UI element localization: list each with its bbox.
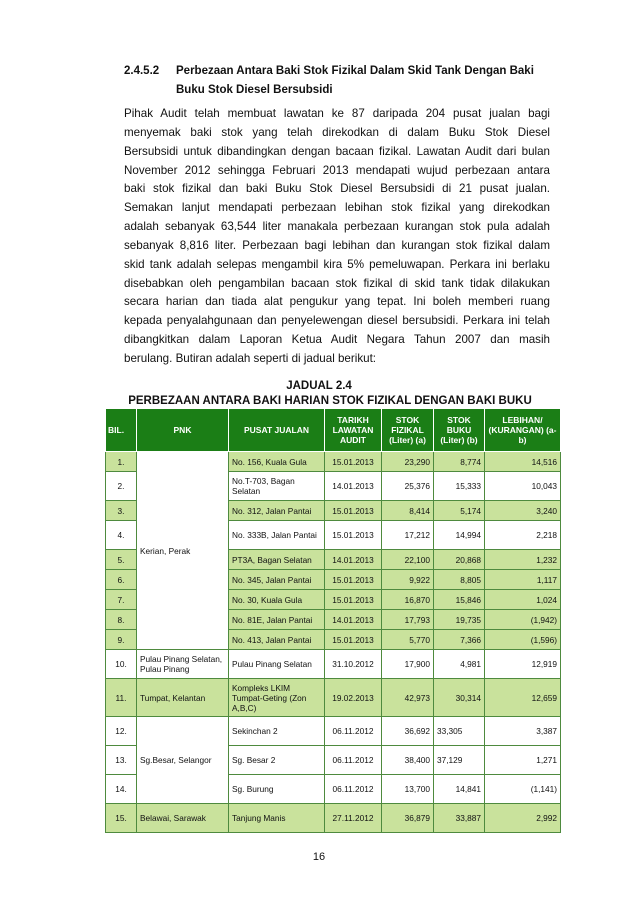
paragraph-line: Semakan lanjut mendapati perbezaan lebihan stok fizikal yang direkodkan xyxy=(124,201,550,215)
cell-stok-buku: 33,305 xyxy=(434,717,485,746)
paragraph-line: baki stok fizikal dan baki Buku Stok Diesel Bersubsidi di 21 pusat jualan. xyxy=(124,182,550,196)
cell-stok-fizikal: 9,922 xyxy=(382,570,434,590)
paragraph-line: dibangkitkan dalam Laporan Ketua Audit Negara Tahun 2007 dan masih xyxy=(124,333,550,347)
cell-tarikh: 14.01.2013 xyxy=(325,550,382,570)
cell-stok-fizikal: 8,414 xyxy=(382,501,434,521)
table-row xyxy=(106,804,561,833)
cell-lebihan: 2,992 xyxy=(485,804,561,833)
paragraph-line: disebabkan oleh pengambilan bacaan stok fizikal di skid tank tidak dilakukan xyxy=(124,276,550,290)
cell-tarikh: 19.02.2013 xyxy=(325,679,382,717)
cell-lebihan: 1,117 xyxy=(485,570,561,590)
cell-stok-buku: 15,333 xyxy=(434,472,485,501)
cell-lebihan: 3,387 xyxy=(485,717,561,746)
body-paragraph xyxy=(124,105,550,369)
cell-stok-fizikal: 13,700 xyxy=(382,775,434,804)
cell-bil: 9. xyxy=(106,630,137,650)
cell-bil: 4. xyxy=(106,521,137,550)
cell-stok-buku: 14,994 xyxy=(434,521,485,550)
cell-bil: 15. xyxy=(106,804,137,833)
cell-tarikh: 15.01.2013 xyxy=(325,590,382,610)
cell-stok-buku: 14,841 xyxy=(434,775,485,804)
cell-stok-fizikal: 16,870 xyxy=(382,590,434,610)
paragraph-line: adalah sebanyak 63,544 liter manakala perbezaan kurangan stok pula adalah xyxy=(124,220,550,234)
cell-lebihan: 10,043 xyxy=(485,472,561,501)
cell-tarikh: 06.11.2012 xyxy=(325,775,382,804)
cell-bil: 6. xyxy=(106,570,137,590)
page-number: 16 xyxy=(312,851,326,863)
cell-pusat: Sg. Besar 2 xyxy=(229,746,325,775)
cell-stok-fizikal: 42,973 xyxy=(382,679,434,717)
col-header-bil: BIL. xyxy=(106,409,137,452)
cell-lebihan: 1,232 xyxy=(485,550,561,570)
cell-pusat: No. 156, Kuala Gula xyxy=(229,452,325,472)
paragraph-line: Bersubsidi untuk dibandingkan dengan bacaan fizikal. Lawatan Audit dari bulan xyxy=(124,144,550,158)
cell-stok-buku: 4,981 xyxy=(434,650,485,679)
cell-bil: 2. xyxy=(106,472,137,501)
col-header-pusat: PUSAT JUALAN xyxy=(229,409,325,452)
cell-stok-fizikal: 36,879 xyxy=(382,804,434,833)
cell-stok-buku: 20,868 xyxy=(434,550,485,570)
col-header-tarikh: TARIKH LAWATAN AUDIT xyxy=(325,409,382,452)
paragraph-line: November 2012 sehingga Februari 2013 mendapati wujud perbezaan antara xyxy=(124,163,550,177)
cell-lebihan: 2,218 xyxy=(485,521,561,550)
cell-stok-buku: 8,774 xyxy=(434,452,485,472)
cell-lebihan: 1,024 xyxy=(485,590,561,610)
cell-stok-fizikal: 5,770 xyxy=(382,630,434,650)
cell-pusat: Pulau Pinang Selatan xyxy=(229,650,325,679)
cell-stok-fizikal: 17,900 xyxy=(382,650,434,679)
cell-pusat: No. 81E, Jalan Pantai xyxy=(229,610,325,630)
cell-lebihan: (1,942) xyxy=(485,610,561,630)
cell-lebihan: 3,240 xyxy=(485,501,561,521)
cell-pnk: Belawai, Sarawak xyxy=(137,804,229,833)
cell-stok-buku: 5,174 xyxy=(434,501,485,521)
cell-pusat: Sekinchan 2 xyxy=(229,717,325,746)
cell-pusat: No. 333B, Jalan Pantai xyxy=(229,521,325,550)
cell-bil: 5. xyxy=(106,550,137,570)
cell-stok-fizikal: 22,100 xyxy=(382,550,434,570)
cell-bil: 7. xyxy=(106,590,137,610)
cell-bil: 12. xyxy=(106,717,137,746)
table-row xyxy=(106,679,561,717)
cell-stok-fizikal: 25,376 xyxy=(382,472,434,501)
cell-tarikh: 15.01.2013 xyxy=(325,501,382,521)
cell-tarikh: 15.01.2013 xyxy=(325,630,382,650)
table-row xyxy=(106,452,561,472)
paragraph-line: Pihak Audit telah membuat lawatan ke 87 daripada 204 pusat jualan bagi xyxy=(124,107,550,120)
cell-pusat: No. 30, Kuala Gula xyxy=(229,590,325,610)
cell-tarikh: 06.11.2012 xyxy=(325,746,382,775)
paragraph-line: kepada penyalahgunaan dan penyelewengan diesel bersubsidi. Perkara ini telah xyxy=(124,314,550,328)
section-number: 2.4.5.2 xyxy=(124,65,160,77)
cell-pusat: No. 413, Jalan Pantai xyxy=(229,630,325,650)
cell-stok-fizikal: 36,692 xyxy=(382,717,434,746)
cell-tarikh: 15.01.2013 xyxy=(325,570,382,590)
cell-bil: 10. xyxy=(106,650,137,679)
cell-lebihan: 12,919 xyxy=(485,650,561,679)
cell-stok-fizikal: 38,400 xyxy=(382,746,434,775)
cell-pnk: Sg.Besar, Selangor xyxy=(137,717,229,804)
col-header-lebihan: LEBIHAN/ (KURANGAN) (a-b) xyxy=(485,409,561,452)
cell-stok-buku: 8,805 xyxy=(434,570,485,590)
cell-stok-buku: 15,846 xyxy=(434,590,485,610)
cell-bil: 1. xyxy=(106,452,137,472)
table-label: JADUAL 2.4 xyxy=(286,380,352,392)
table-row xyxy=(106,717,561,746)
cell-bil: 11. xyxy=(106,679,137,717)
cell-stok-buku: 19,735 xyxy=(434,610,485,630)
cell-tarikh: 14.01.2013 xyxy=(325,472,382,501)
cell-stok-fizikal: 17,212 xyxy=(382,521,434,550)
cell-tarikh: 15.01.2013 xyxy=(325,452,382,472)
section-title-line1: Perbezaan Antara Baki Stok Fizikal Dalam Skid Tank Dengan Baki xyxy=(176,65,534,77)
cell-pnk: Tumpat, Kelantan xyxy=(137,679,229,717)
cell-pusat: No. 312, Jalan Pantai xyxy=(229,501,325,521)
cell-tarikh: 06.11.2012 xyxy=(325,717,382,746)
col-header-pnk: PNK xyxy=(137,409,229,452)
cell-lebihan: (1,596) xyxy=(485,630,561,650)
data-table xyxy=(105,408,561,833)
cell-stok-buku: 7,366 xyxy=(434,630,485,650)
cell-pusat: No. 345, Jalan Pantai xyxy=(229,570,325,590)
cell-pusat: Tanjung Manis xyxy=(229,804,325,833)
col-header-stok-fizikal: STOK FIZIKAL (Liter) (a) xyxy=(382,409,434,452)
cell-pusat: Sg. Burung xyxy=(229,775,325,804)
paragraph-line: secara harian dan tiada alat pengukur yang tepat. Ini boleh memberi ruang xyxy=(124,295,550,309)
paragraph-line: sebanyak 8,816 liter. Perbezaan bagi lebihan dan kurangan stok fizikal dalam xyxy=(124,238,550,252)
table-header-row xyxy=(106,409,561,452)
cell-bil: 14. xyxy=(106,775,137,804)
table-row xyxy=(106,650,561,679)
cell-pusat: No.T-703, Bagan Selatan xyxy=(229,472,325,501)
paragraph-line: skid tank adalah selepas mengambil kira 5% pemeluwapan. Perkara ini berlaku xyxy=(124,257,550,271)
paragraph-line: menyemak baki stok yang telah direkodkan di dalam Buku Stok Diesel xyxy=(124,125,550,139)
cell-stok-buku: 33,887 xyxy=(434,804,485,833)
cell-lebihan: 14,516 xyxy=(485,452,561,472)
cell-stok-fizikal: 17,793 xyxy=(382,610,434,630)
cell-bil: 3. xyxy=(106,501,137,521)
cell-tarikh: 14.01.2013 xyxy=(325,610,382,630)
table-title: PERBEZAAN ANTARA BAKI HARIAN STOK FIZIKAL DENGAN BAKI BUKU xyxy=(128,395,532,407)
cell-pnk: Pulau Pinang Selatan, Pulau Pinang xyxy=(137,650,229,679)
cell-lebihan: (1,141) xyxy=(485,775,561,804)
cell-tarikh: 31.10.2012 xyxy=(325,650,382,679)
cell-tarikh: 15.01.2013 xyxy=(325,521,382,550)
cell-stok-buku: 30,314 xyxy=(434,679,485,717)
cell-pusat: Kompleks LKIM Tumpat-Geting (Zon A,B,C) xyxy=(229,679,325,717)
cell-stok-buku: 37,129 xyxy=(434,746,485,775)
cell-stok-fizikal: 23,290 xyxy=(382,452,434,472)
cell-tarikh: 27.11.2012 xyxy=(325,804,382,833)
cell-lebihan: 1,271 xyxy=(485,746,561,775)
cell-bil: 8. xyxy=(106,610,137,630)
paragraph-line: berulang. Butiran adalah seperti di jadual berikut: xyxy=(124,351,377,365)
cell-lebihan: 12,659 xyxy=(485,679,561,717)
cell-bil: 13. xyxy=(106,746,137,775)
cell-pnk: Kerian, Perak xyxy=(137,452,229,650)
cell-pusat: PT3A, Bagan Selatan xyxy=(229,550,325,570)
col-header-stok-buku: STOK BUKU (Liter) (b) xyxy=(434,409,485,452)
section-title-line2: Buku Stok Diesel Bersubsidi xyxy=(176,84,333,96)
